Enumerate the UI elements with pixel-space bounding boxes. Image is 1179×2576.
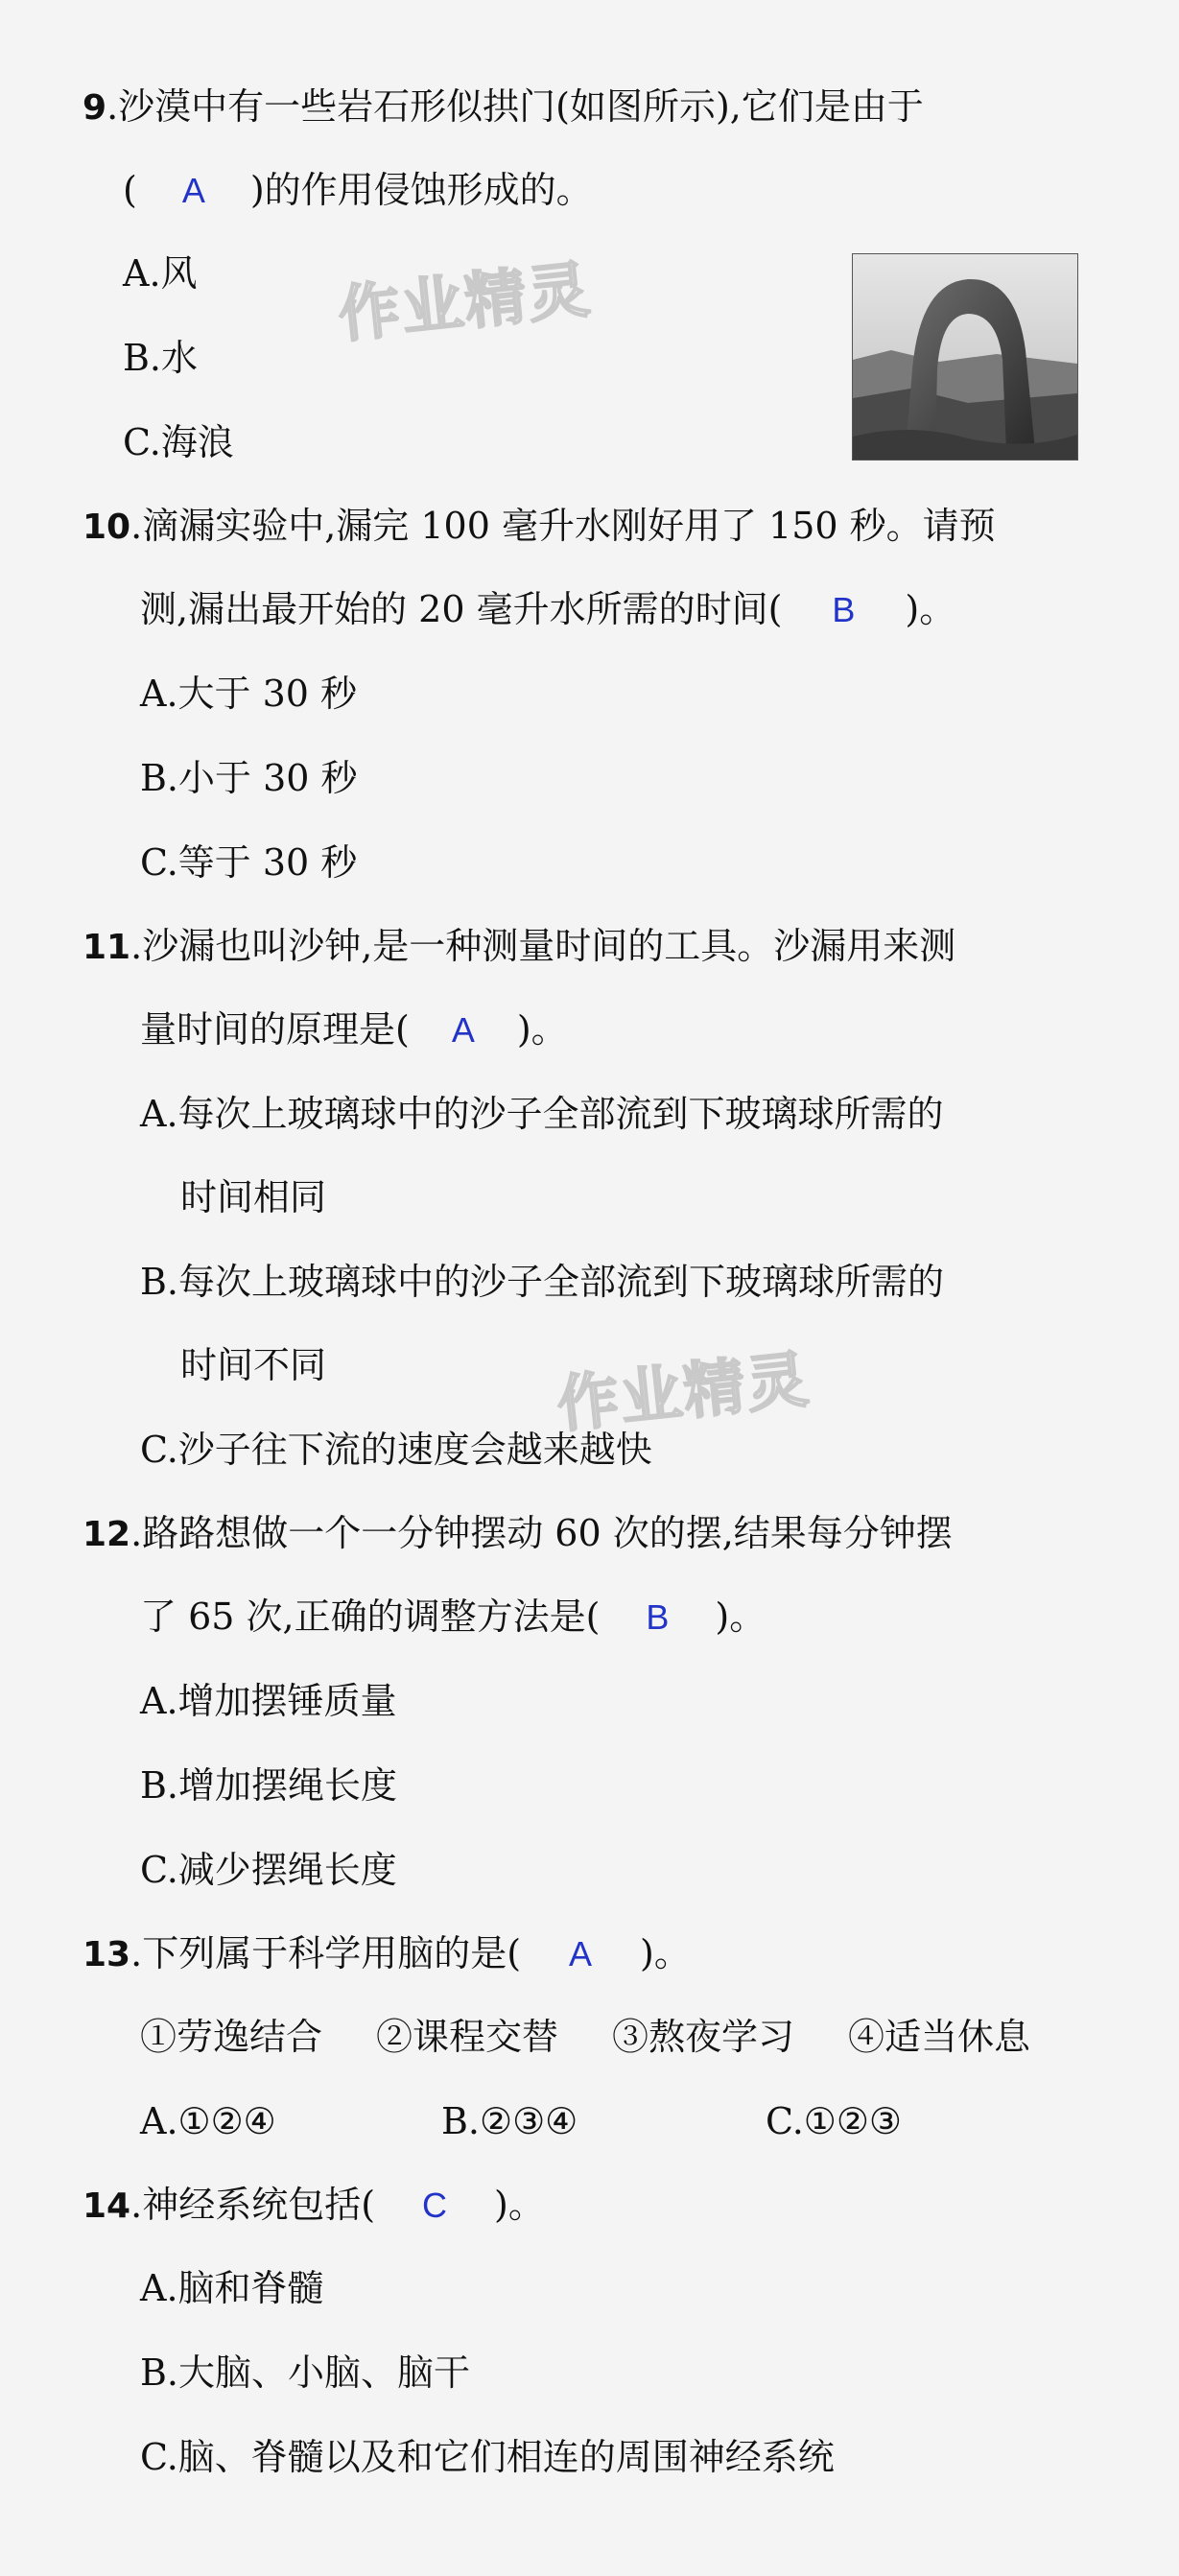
option-b: B.水 bbox=[123, 337, 199, 379]
option-b: B.大脑、小脑、脑干 bbox=[140, 2351, 471, 2394]
question-14-text: 14.神经系统包括( C )。 bbox=[83, 2181, 545, 2229]
question-12-blank-line: 了 65 次,正确的调整方法是( B )。 bbox=[140, 1593, 766, 1641]
option-a: A.每次上玻璃球中的沙子全部流到下玻璃球所需的 bbox=[140, 1093, 944, 1135]
rock-arch-photo bbox=[852, 253, 1078, 461]
option-a: A.风 bbox=[123, 252, 198, 295]
question-number: 11 bbox=[83, 928, 131, 967]
option-b: B.每次上玻璃球中的沙子全部流到下玻璃球所需的 bbox=[140, 1261, 945, 1303]
answer-mark: A bbox=[181, 171, 205, 210]
question-11-blank-line: 量时间的原理是( A )。 bbox=[140, 1005, 568, 1053]
option-c: C.等于 30 秒 bbox=[140, 841, 358, 884]
option-a: A.增加摆锤质量 bbox=[140, 1680, 397, 1722]
watermark: 作业精灵 bbox=[554, 1344, 814, 1442]
answer-mark: A bbox=[451, 1010, 475, 1050]
option-a-continued: 时间相同 bbox=[180, 1176, 327, 1218]
answer-mark: C bbox=[422, 2186, 448, 2225]
option-b: B.增加摆绳长度 bbox=[140, 1764, 398, 1807]
option-a: A.大于 30 秒 bbox=[140, 673, 358, 715]
option-a: A.脑和脊髓 bbox=[140, 2267, 324, 2309]
statement-3: ③熬夜学习 bbox=[612, 2016, 795, 2058]
answer-mark: B bbox=[646, 1597, 670, 1637]
statement-1: ①劳逸结合 bbox=[140, 2016, 323, 2058]
option-b: B.②③④ bbox=[441, 2100, 578, 2142]
question-number: 10 bbox=[83, 508, 131, 547]
answer-mark: A bbox=[569, 1934, 593, 1973]
question-11-text: 11.沙漏也叫沙钟,是一种测量时间的工具。沙漏用来测 bbox=[83, 925, 956, 967]
question-9-text: 9.沙漠中有一些岩石形似拱门(如图所示),它们是由于 bbox=[83, 85, 924, 128]
question-10-text: 10.滴漏实验中,漏完 100 毫升水刚好用了 150 秒。请预 bbox=[83, 505, 996, 547]
option-c: C.脑、脊髓以及和它们相连的周围神经系统 bbox=[140, 2436, 835, 2478]
question-9-blank-line: ( A )的作用侵蚀形成的。 bbox=[123, 166, 593, 214]
question-13-text: 13.下列属于科学用脑的是( A )。 bbox=[83, 1929, 691, 1977]
answer-mark: B bbox=[832, 590, 856, 629]
statement-4: ④适当休息 bbox=[848, 2016, 1031, 2058]
option-b: B.小于 30 秒 bbox=[140, 757, 358, 799]
question-12-text: 12.路路想做一个一分钟摆动 60 次的摆,结果每分钟摆 bbox=[83, 1512, 953, 1554]
statement-2: ②课程交替 bbox=[376, 2016, 559, 2058]
question-number: 14 bbox=[83, 2186, 131, 2226]
option-c: C.海浪 bbox=[123, 421, 234, 463]
option-a: A.①②④ bbox=[140, 2100, 276, 2142]
option-b-continued: 时间不同 bbox=[180, 1344, 327, 1386]
question-number: 12 bbox=[83, 1515, 131, 1554]
option-c: C.减少摆绳长度 bbox=[140, 1849, 397, 1891]
option-c: C.①②③ bbox=[766, 2100, 902, 2142]
question-10-blank-line: 测,漏出最开始的 20 毫升水所需的时间( B )。 bbox=[140, 585, 955, 633]
option-c: C.沙子往下流的速度会越来越快 bbox=[140, 1429, 652, 1471]
question-number: 9 bbox=[83, 88, 107, 128]
watermark: 作业精灵 bbox=[335, 254, 595, 352]
question-number: 13 bbox=[83, 1935, 131, 1974]
